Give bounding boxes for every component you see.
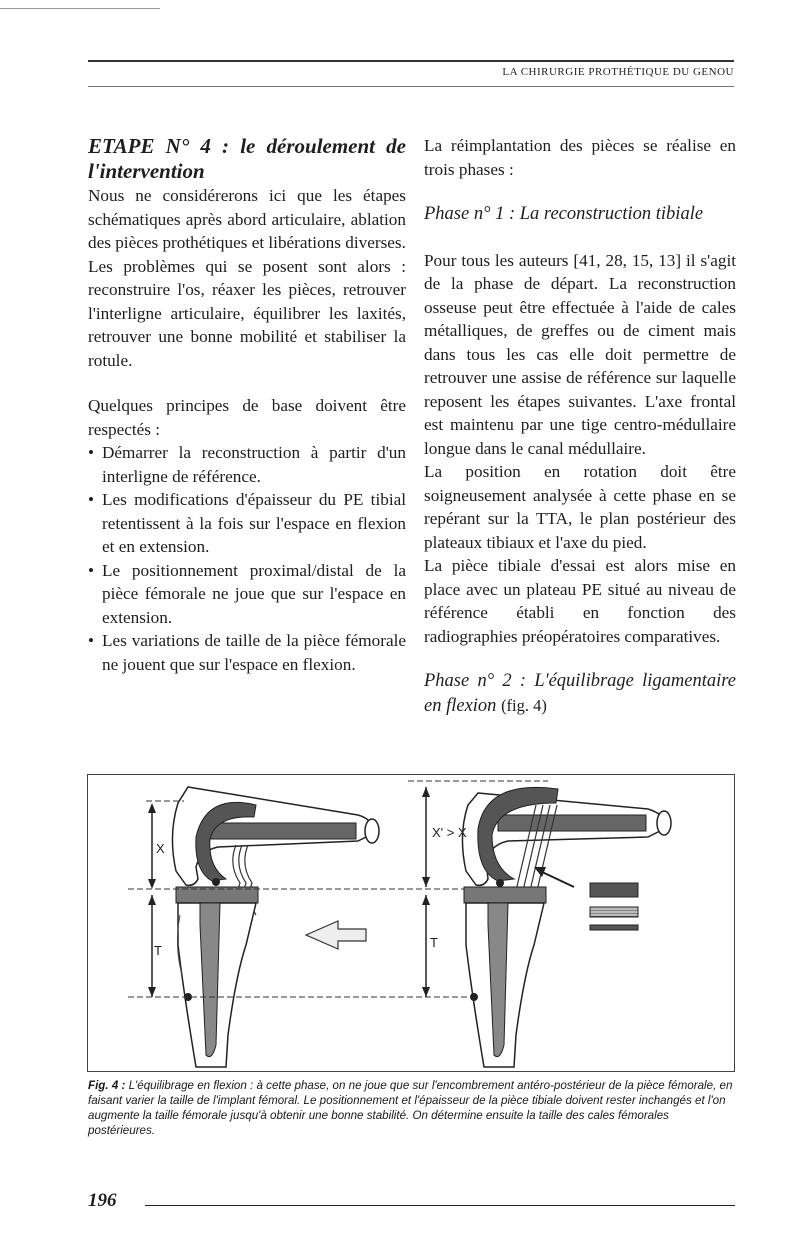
left-column — [88, 134, 406, 676]
label-x: X — [156, 841, 165, 856]
label-x-greater: X' > X — [432, 825, 467, 840]
page-number: 196 — [88, 1190, 117, 1211]
running-title: LA CHIRURGIE PROTHÉTIQUE DU GENOU — [502, 66, 734, 78]
paragraph: Les problèmes qui se posent sont alors : reconstruire l'os, réaxer les pièces, retrouver l'interligne articulaire, équilibrer les laxités, retrouver une bonne mobilité et stabiliser la rotule. — [88, 256, 406, 370]
list-item: • Les modifications d'épaisseur du PE tibial retentissent à la fois sur l'espace en flexion et en extension. — [88, 488, 406, 559]
header-top-rule — [88, 60, 734, 62]
paragraph: La réimplantation des pièces se réalise en trois phases : — [424, 136, 736, 179]
paragraph: Nous ne considérerons ici que les étapes schématiques après abord articulaire, ablation des pièces prothétiques et libérations diverses. — [88, 186, 406, 252]
spacer-blocks — [590, 883, 638, 930]
phase2-title — [424, 670, 736, 718]
step-title: ETAPE N° 4 : le déroulement de l'intervention — [88, 134, 406, 183]
scan-corner-mark — [0, 8, 160, 9]
list-item: • Le positionnement proximal/distal de la pièce fémorale ne joue que sur l'espace en extension. — [88, 559, 406, 630]
caption-label: Fig. 4 : — [88, 1079, 126, 1092]
figure-4-diagram — [87, 774, 735, 1072]
paragraph: La pièce tibiale d'essai est alors mise en place avec un plateau PE situé au niveau de référence établi en fonction des radiographies préopératoires comparatives. — [424, 556, 736, 646]
principles-list — [88, 441, 406, 676]
paragraph: Pour tous les auteurs [41, 28, 15, 13] il s'agit de la phase de départ. La reconstruction osseuse peut être effectuée à l'aide de cales métalliques, de greffes ou de ciment mais dans tous les cas elle doit permettre de retrouver une assise de référence sur laquelle reposent les étapes suivantes. L'axe frontal est maintenu par une tige centro-médullaire longue dans le canal médullaire. — [424, 250, 736, 458]
right-column — [424, 134, 736, 718]
label-t-left: T — [154, 943, 162, 958]
phase1-title: Phase n° 1 : La reconstruction tibiale — [424, 204, 704, 224]
list-item: • Les variations de taille de la pièce fémorale ne jouent que sur l'espace en flexion. — [88, 629, 406, 676]
footer-rule — [145, 1205, 735, 1206]
caption-text: L'équilibrage en flexion : à cette phase, on ne joue que sur l'encombrement antéro-postérieur de la pièce fémorale, en faisant varier la taille de l'implant fémoral. Le positionnement et l'épaisseur de la pièce tibiale doivent rester inchangés et l'on augmente la taille fémorale jusqu'à obtenir une bonne stabilité. On détermine ensuite la taille des cales fémorales postérieures. — [88, 1079, 733, 1137]
paragraph: Quelques principes de base doivent être respectés : — [88, 396, 406, 439]
header-bottom-rule — [88, 86, 734, 87]
phase2-title-text: Phase n° 2 : L'équilibrage ligamentaire en flexion — [424, 671, 736, 716]
figure-reference: (fig. 4) — [501, 695, 547, 715]
paragraph: La position en rotation doit être soigneusement analysée à cette phase en se repérant sur la TTA, le plan postérieur des plateaux tibiaux et l'axe du pied. — [424, 462, 736, 552]
figure-caption — [88, 1078, 736, 1138]
left-knee-diagram — [146, 787, 379, 1067]
label-t-right: T — [430, 935, 438, 950]
list-item: • Démarrer la reconstruction à partir d'un interligne de référence. — [88, 441, 406, 488]
transition-arrow — [306, 921, 366, 949]
